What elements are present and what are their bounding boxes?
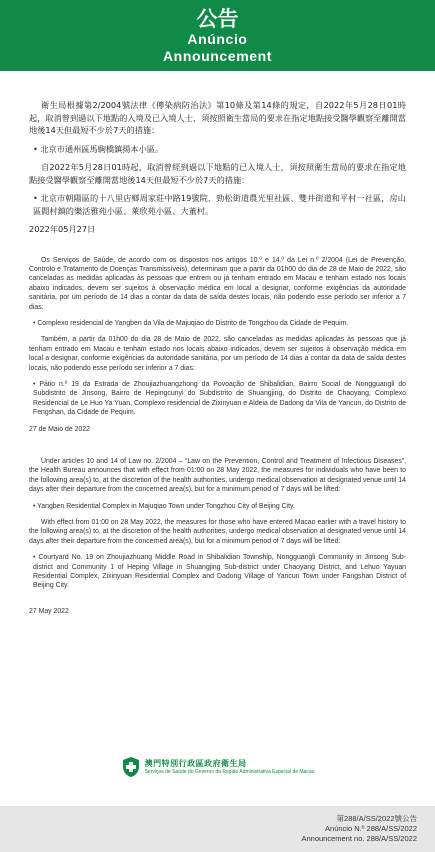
- department-name-pt: Serviços de Saúde do Governo da Região Administrativa Especial de Macau: [144, 768, 315, 775]
- zh-paragraph-2: 自2022年5月28日01時起，取消曾經到過以下地點的已入境人士，須按照衛生當局的要求在指定地點接受醫學觀察至離開當地後14天但最短不少於7天的措施：: [29, 162, 406, 185]
- en-paragraph-1: Under articles 10 and 14 of Law no. 2/2004 – “Law on the Prevention, Control and Treatment of Infectious Diseases”, the Health Bureau announces that with effect from 01:00 on 28 May 2022, the measures for individuals who have been to the following area(s) to, at the discretion of the health authorities, undergo medical observation at designated venue until 14 days after their departure from the concerned area(s), but for a minimum period of 7 days will be lifted:: [29, 458, 406, 494]
- announcement-footer: [0, 752, 435, 843]
- pt-paragraph-2: Também, a partir da 01h00 do dia 28 de Maio de 2022, são canceladas as medidas aplicadas às pessoas que já tenham entrado em Macau e tenham estado nos locais abaixo indicados, devem ser sujeitos à observação médica em local a designar, conforme exigências da autoridade sanitária, por um período de 14 dias a contar da data de saída destes locais, não podendo esse período ser inferior a 7 dias:: [29, 336, 406, 372]
- zh-bullet-1: • 北京市通州區馬駒橋鎮揚本小區。: [33, 143, 164, 154]
- portuguese-section: [29, 256, 406, 435]
- department-signature: [0, 752, 435, 782]
- zh-paragraph-1: 衛生局根據第2/2004號法律《傳染病防治法》第10條及第14條的規定，自2022年5月28日01時起，取消曾到過以下地點的入境及已入境人士，須按照衛生當局的要求在指定地點接受醫學觀察至離開當地後14天但最短不少於7天的措施：: [29, 100, 406, 135]
- english-section: [29, 457, 406, 616]
- announcement-header: [0, 0, 435, 71]
- chinese-section: [29, 99, 406, 236]
- pt-bullet-2: • Pátio n.º 19 da Estrada de Zhoujiazhuangzhong da Povoação de Shibalidian, Bairro Social de Nongguangli do Subdistrito de Jinsong, Bairro de Hepingcunyi do Subdistrito de Shuangjing, do Distrito de Chaoyang, Complexo Residencial de Le Huo Ya Yuan, Complexo residencial de Zixinyuan e Aldeia de Dadong da Vila de Yancun, do Distrito de Fengshan, da Cidade de Pequim.: [33, 380, 406, 417]
- pt-date: 27 de Maio de 2022: [29, 425, 90, 433]
- reference-number-zh: 第288/A/SS/2022號公告: [336, 814, 417, 823]
- pt-bullet-1: • Complexo residencial de Yangben da Vila de Majuqiao do Distrito de Tongzhou da Cidade de Pequim.: [33, 319, 349, 327]
- header-title-pt: Anúncio: [187, 30, 248, 47]
- reference-number-bar: [0, 806, 435, 852]
- en-bullet-2: • Courtyard No. 19 on Zhoujiazhuang Middle Road in Shibalidian Township, Nongguangli Community in Jinsong Sub-district and Community 1 of Heping Village in Shuangjing Sub-district under Chaoyang District, and Lehuo Yayuan Residential Complex, Zixinyuan Residential Complex and Dadong Village of Yancun Town under Fangshan District of Beijing City.: [33, 554, 406, 590]
- header-title-en: Announcement: [162, 47, 273, 64]
- en-paragraph-2: With effect from 01:00 on 28 May 2022, the measures for those who have entered Macao earlier with a travel history to the following area(s) to, at the discretion of the health authorities, undergo medical observation at designated venue until 14 days after their departure from the concerned area(s), but for a minimum period of 7 days will be lifted:: [29, 519, 406, 545]
- en-bullet-1: • Yangben Residential Complex in Majuqiao Town under Tongzhou City of Beijing City.: [33, 502, 295, 510]
- announcement-body: [0, 99, 435, 616]
- header-title-zh: 公告: [196, 6, 239, 31]
- reference-number-pt: Anúncio N.º 288/A/SS/2022: [325, 824, 417, 833]
- zh-date: 2022年05月27日: [29, 224, 96, 234]
- health-bureau-emblem-icon: [121, 756, 141, 778]
- zh-bullet-2: • 北京市朝陽區的十八里店鄉周家莊中路19號院、勁松街道農光里社區、雙井街道和平村一社區，房山區閻村鎮的樂活雅苑小區、萊欣苑小區、大董村。: [33, 193, 406, 216]
- en-date: 27 May 2022: [29, 607, 69, 615]
- reference-number-en: Announcement no. 288/A/SS/2022: [301, 834, 417, 843]
- department-name-zh: 澳門特別行政區政府衛生局: [144, 758, 247, 768]
- department-name: [145, 759, 315, 776]
- pt-paragraph-1: Os Serviços de Saúde, de acordo com os dispostos nos artigos 10.º e 14.º da Lei n.º 2/2004 (Lei de Prevenção, Controlo e Tratamento de Doenças Transmissíveis), determinam que a partir da 01h00 do dia de 28 de Maio de 2022, são canceladas as medidas aplicadas às pessoas que entrem ou já tenham entrado em Macau e tenham estado nos locais abaixo indicados, devem ser sujeitos à observação médica em local a designar, conforme exigências da autoridade sanitária, por um período de 14 dias a contar da data de saída destes locais, não podendo esse período ser inferior a 7 dias:: [29, 256, 406, 311]
